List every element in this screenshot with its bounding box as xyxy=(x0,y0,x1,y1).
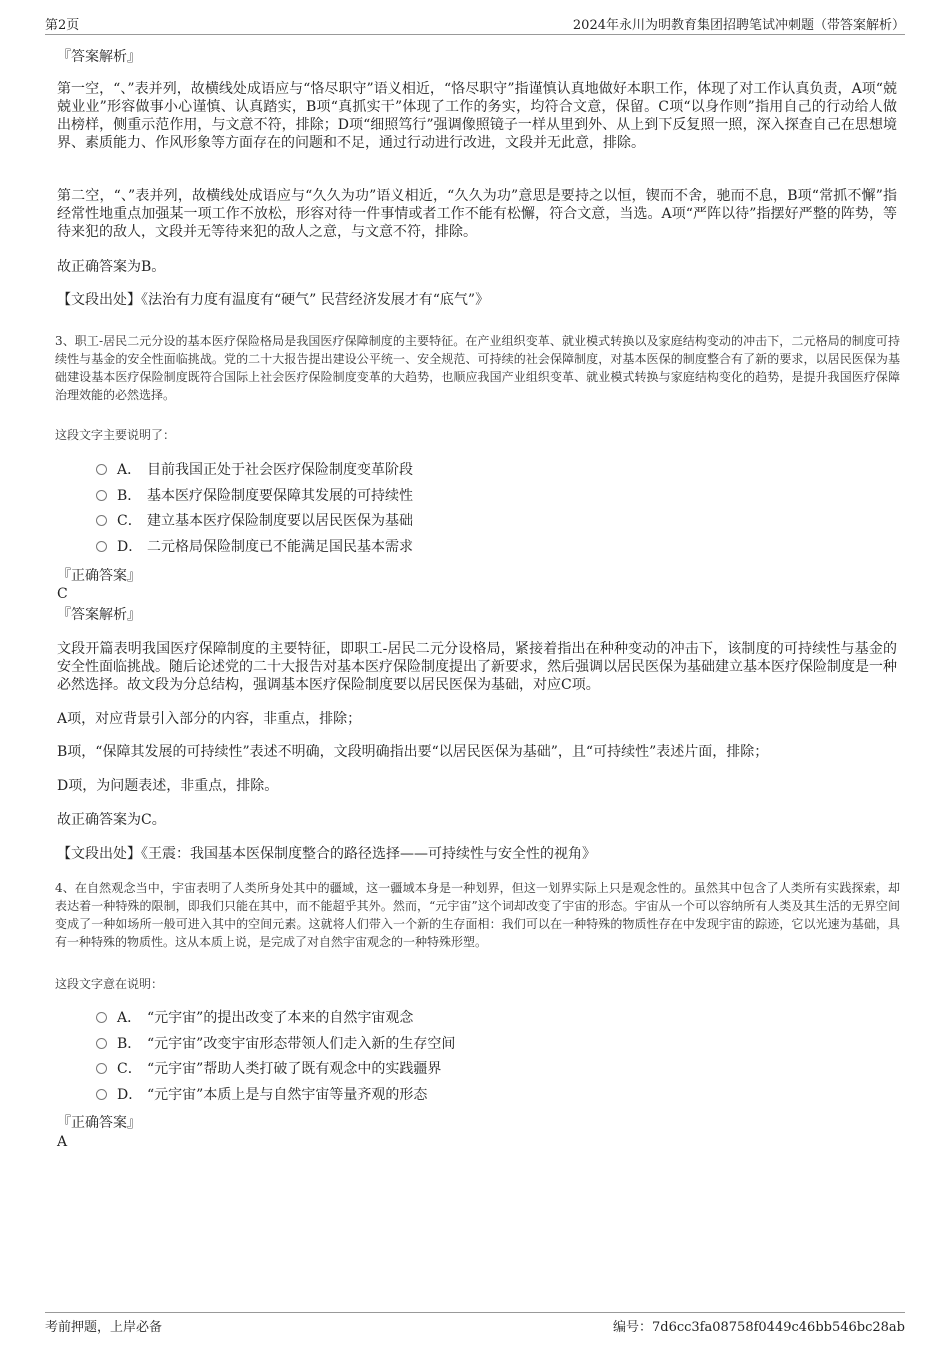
document-title: 2024年永川为明教育集团招聘笔试冲刺题（带答案解析） xyxy=(572,18,905,33)
q4-option-d[interactable]: D． “元宇宙”本质上是与自然宇宙等量齐观的形态 xyxy=(96,1086,427,1104)
q3-analysis-paragraph-1: 文段开篇表明我国医疗保障制度的主要特征，即职工-居民二元分设格局，紧接着指出在种种变动的冲击下，该制度的可持续性与基金的安全性面临挑战。随后论述党的二十大报告对基本医疗保险制度提出了新要求，然后强调以居民医保为基础建立基本医疗保险制度是一种必然选择。故文段为分总结构，强调基本医疗保险制度要以居民医保为基础，对应C项。 xyxy=(57,641,897,693)
q3-option-a[interactable]: A． 目前我国正处于社会医疗保险制度变革阶段 xyxy=(96,461,413,479)
q4-option-a[interactable]: A． “元宇宙”的提出改变了本来的自然宇宙观念 xyxy=(96,1009,413,1027)
q4-answer-value: A xyxy=(57,1134,68,1150)
q4-question-text: 4、在自然观念当中，宇宙表明了人类所身处其中的疆域，这一疆域本身是一种划界，但这一划界实际上只是观念性的。虽然其中包含了人类所有实践探索，却表达着一种特殊的限制，即我们只能在其中，而不能超乎其外。然而，“元宇宙”这个词却改变了宇宙的形态。宇宙从一个可以容纳所有人类及其生活的无界空间变成了一种如场所一般可进入其中的空间元素。这就将人们带入一个新的生存面相：我们可以在一种特殊的物质性存在中发现宇宙的踪迹，它以光速为基础，具有一种特殊的物质性。这从本质上说，是完成了对自然宇宙观念的一种特殊形塑。 xyxy=(55,881,900,949)
radio-icon[interactable] xyxy=(96,1012,107,1023)
radio-icon[interactable] xyxy=(96,1038,107,1049)
q3-prompt: 这段文字主要说明了： xyxy=(55,428,176,442)
page-footer xyxy=(45,1312,905,1335)
q3-source: 【文段出处】《王震：我国基本医保制度整合的路径选择——可持续性与安全性的视角》 xyxy=(57,846,596,862)
radio-icon[interactable] xyxy=(96,1089,107,1100)
q3-question-text: 3、职工-居民二元分设的基本医疗保险格局是我国医疗保障制度的主要特征。在产业组织变革、就业模式转换以及家庭结构变动的冲击下，二元格局的制度可持续性与基金的安全性面临挑战。党的二十大报告提出建设公平统一、安全规范、可持续的社会保障制度，对基本医保的制度整合有了新的要求，以居民医保为基础建设基本医疗保险制度既符合国际上社会医疗保险制度变革的大趋势，也顺应我国产业组织变革、就业模式转换与家庭结构变化的趋势，是提升我国医疗保障治理效能的必然选择。 xyxy=(55,334,900,402)
page-number: 第2页 xyxy=(45,18,80,33)
q2-analysis-paragraph-1: 第一空，“、”表并列，故横线处成语应与“恪尽职守”语义相近，“恪尽职守”指谨慎认真地做好本职工作，体现了对工作认真负责，A项“兢兢业业”形容做事小心谨慎、认真踏实，B项“真抓实干”体现了工作的务实，均符合文意，保留。C项“以身作则”指用自己的行动给人做出榜样，侧重示范作用，与文意不符，排除；D项“细照笃行”强调像照镜子一样从里到外、从上到下反复照一照，深入探查自己在思想境界、素质能力、作风形象等方面存在的问题和不足，通过行动进行改进，文段并无此意，排除。 xyxy=(57,81,897,151)
q3-analysis-option-b: B项，“保障其发展的可持续性”表述不明确，文段明确指出要“以居民医保为基础”，且“可持续性”表述片面，排除； xyxy=(57,744,769,760)
q4-option-b[interactable]: B． “元宇宙”改变宇宙形态带领人们走入新的生存空间 xyxy=(96,1035,455,1053)
footer-id: 编号：7d6cc3fa08758f0449c46bb546bc28ab xyxy=(612,1320,905,1335)
q3-analysis-label: 『答案解析』 xyxy=(57,607,141,623)
footer-slogan: 考前押题，上岸必备 xyxy=(45,1320,163,1335)
q4-answer-label: 『正确答案』 xyxy=(57,1115,141,1131)
q3-analysis-option-a: A项，对应背景引入部分的内容，非重点，排除； xyxy=(57,711,362,727)
q2-conclusion: 故正确答案为B。 xyxy=(57,259,166,275)
analysis-label: 『答案解析』 xyxy=(57,49,141,65)
q3-answer-value: C xyxy=(57,586,68,602)
q3-answer-label: 『正确答案』 xyxy=(57,568,141,584)
q2-source: 【文段出处】《法治有力度有温度有“硬气” 民营经济发展才有“底气”》 xyxy=(57,292,490,308)
q3-conclusion: 故正确答案为C。 xyxy=(57,812,166,828)
radio-icon[interactable] xyxy=(96,464,107,475)
radio-icon[interactable] xyxy=(96,490,107,501)
q3-option-b[interactable]: B． 基本医疗保险制度要保障其发展的可持续性 xyxy=(96,487,413,505)
q3-analysis-option-d: D项，为问题表述，非重点，排除。 xyxy=(57,778,279,794)
radio-icon[interactable] xyxy=(96,515,107,526)
q4-option-c[interactable]: C． “元宇宙”帮助人类打破了既有观念中的实践疆界 xyxy=(96,1060,441,1078)
q4-prompt: 这段文字意在说明： xyxy=(55,977,164,991)
q3-option-c[interactable]: C． 建立基本医疗保险制度要以居民医保为基础 xyxy=(96,512,413,530)
page-header xyxy=(45,14,905,35)
radio-icon[interactable] xyxy=(96,541,107,552)
radio-icon[interactable] xyxy=(96,1063,107,1074)
q2-analysis-paragraph-2: 第二空，“、”表并列，故横线处成语应与“久久为功”语义相近，“久久为功”意思是要持之以恒，锲而不舍，驰而不息，B项“常抓不懈”指经常性地重点加强某一项工作不放松，形容对待一件事情或者工作不能有松懈，符合文意，当选。A项“严阵以待”指摆好严整的阵势，等待来犯的敌人，文段并无等待来犯的敌人之意，与文意不符，排除。 xyxy=(57,188,897,240)
q3-option-d[interactable]: D． 二元格局保险制度已不能满足国民基本需求 xyxy=(96,538,413,556)
